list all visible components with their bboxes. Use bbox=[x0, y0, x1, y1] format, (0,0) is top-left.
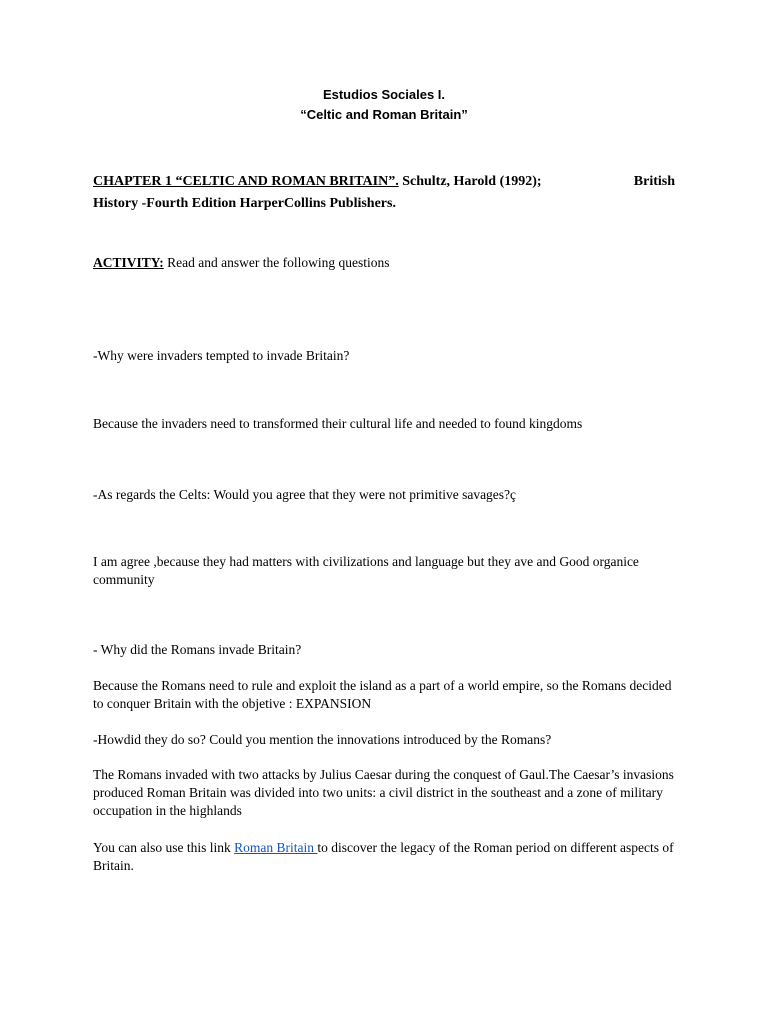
question-3: - Why did the Romans invade Britain? bbox=[93, 642, 302, 657]
answer-3: Because the Romans need to rule and exploit the island as a part of a world empire, so the Romans decided to conquer Britain with the objetive : EXPANSION bbox=[93, 678, 672, 711]
book-title-start: British bbox=[633, 174, 675, 189]
question-4: -Howdid they do so? Could you mention the innovations introduced by the Romans? bbox=[93, 732, 552, 747]
activity-text: Read and answer the following questions bbox=[163, 255, 390, 270]
activity-label: ACTIVITY: bbox=[93, 255, 164, 270]
course-title: Estudios Sociales I. bbox=[322, 87, 446, 102]
answer-2: I am agree ,because they had matters with civilizations and language but they ave and Good organice community bbox=[93, 554, 639, 587]
chapter-title: CHAPTER 1 “CELTIC AND ROMAN BRITAIN”. bbox=[93, 174, 399, 189]
question-1: -Why were invaders tempted to invade Britain? bbox=[93, 348, 350, 363]
closing-paragraph bbox=[93, 839, 683, 875]
question-2: -As regards the Celts: Would you agree that they were not primitive savages?ç bbox=[93, 487, 517, 502]
document-subtitle: “Celtic and Roman Britain” bbox=[300, 107, 468, 122]
answer-4: The Romans invaded with two attacks by Julius Caesar during the conquest of Gaul.The Caesar’s invasions produced Roman Britain was divided into two units: a civil district in the southeast and a zone of military occupation in the highlands bbox=[93, 767, 674, 818]
book-title-rest: History -Fourth Edition HarperCollins Publishers. bbox=[93, 196, 396, 211]
closing-text-after: to discover the legacy of the Roman period on different aspects of Britain. bbox=[93, 840, 674, 873]
answer-1: Because the invaders need to transformed their cultural life and needed to found kingdoms bbox=[93, 416, 583, 431]
chapter-author: Schultz, Harold (1992); bbox=[398, 174, 542, 189]
closing-text-before: You can also use this link bbox=[93, 840, 235, 855]
roman-britain-link[interactable]: Roman Britain bbox=[234, 840, 318, 855]
activity-instruction bbox=[93, 254, 683, 272]
chapter-reference bbox=[93, 171, 675, 215]
